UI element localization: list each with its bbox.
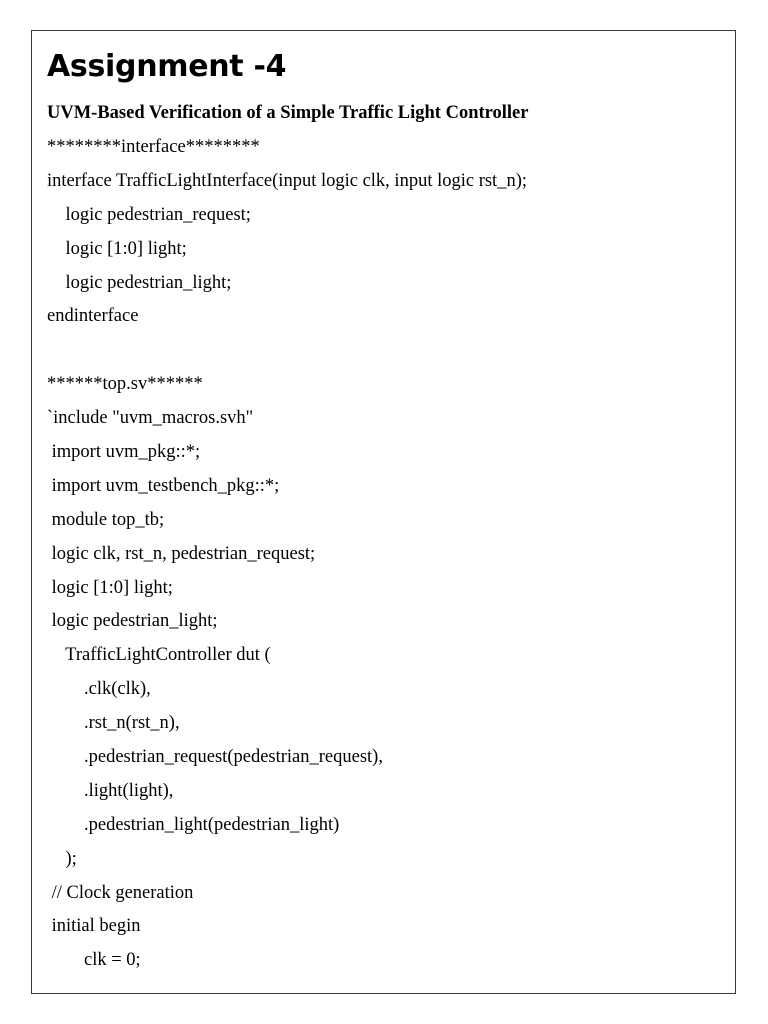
code-line: import uvm_pkg::*; (47, 442, 201, 463)
code-line: logic pedestrian_light; (47, 611, 218, 632)
code-line: module top_tb; (47, 509, 165, 530)
code-line: .rst_n(rst_n), (47, 713, 180, 734)
code-line: logic pedestrian_light; (47, 272, 232, 293)
document-subtitle: UVM-Based Verification of a Simple Traffic Light Controller (47, 103, 529, 123)
code-line: logic [1:0] light; (47, 238, 187, 259)
code-line: .clk(clk), (47, 679, 151, 700)
code-line: ********interface******** (47, 137, 260, 157)
code-line: TrafficLightController dut ( (47, 645, 271, 666)
blank-line (47, 337, 527, 371)
code-line: interface TrafficLightInterface(input logic clk, input logic rst_n); (47, 170, 527, 191)
code-line: endinterface (47, 306, 139, 327)
document-title: Assignment -4 (47, 49, 287, 84)
code-line: .pedestrian_request(pedestrian_request), (47, 747, 383, 768)
code-line: logic pedestrian_request; (47, 204, 251, 225)
code-line: // Clock generation (47, 882, 194, 903)
code-line: ); (47, 848, 77, 869)
code-line: clk = 0; (47, 950, 141, 971)
code-line: import uvm_testbench_pkg::*; (47, 475, 280, 496)
code-line: .light(light), (47, 780, 174, 801)
code-line: ******top.sv****** (47, 374, 203, 395)
code-line: logic [1:0] light; (47, 577, 173, 598)
code-line: initial begin (47, 916, 141, 937)
code-line: logic clk, rst_n, pedestrian_request; (47, 543, 316, 564)
code-line: `include "uvm_macros.svh" (47, 408, 254, 429)
code-line: .pedestrian_light(pedestrian_light) (47, 814, 340, 835)
code-listing (47, 134, 527, 981)
